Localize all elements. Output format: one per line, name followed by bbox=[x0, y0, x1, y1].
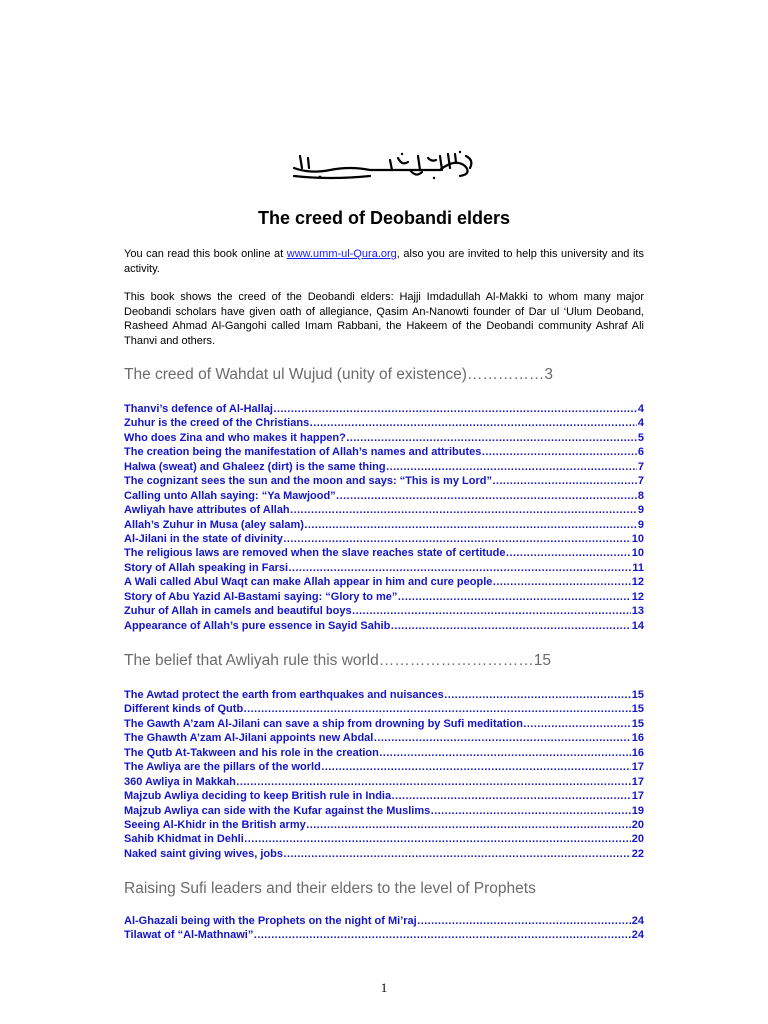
toc-entry[interactable] bbox=[124, 746, 644, 760]
toc-dot-leader bbox=[352, 604, 631, 618]
toc-entry-page: 5 bbox=[637, 431, 644, 444]
toc-entry-page: 9 bbox=[637, 518, 644, 531]
toc-dot-leader bbox=[244, 832, 631, 846]
toc-entry-title: The creation being the manifestation of Allah’s names and attributes bbox=[124, 446, 482, 459]
toc-entry[interactable] bbox=[124, 731, 644, 745]
toc-entry-page: 4 bbox=[637, 417, 644, 430]
toc-dot-leader bbox=[346, 431, 637, 445]
toc-entry[interactable] bbox=[124, 561, 644, 575]
toc-entry-title: Zuhur of Allah in camels and beautiful boys bbox=[124, 605, 352, 618]
toc-entry-title: The Awliya are the pillars of the world bbox=[124, 761, 321, 774]
toc-entry-page: 20 bbox=[631, 818, 644, 831]
toc-dot-leader bbox=[321, 760, 631, 774]
toc-entry-title: Story of Abu Yazid Al-Bastami saying: “Glory to me” bbox=[124, 590, 398, 603]
toc-dot-leader bbox=[505, 546, 630, 560]
toc-entry-page: 15 bbox=[631, 717, 644, 730]
toc-dot-leader bbox=[492, 474, 637, 488]
toc-dot-leader bbox=[386, 460, 637, 474]
toc-dot-leader bbox=[397, 590, 630, 604]
toc-entry-title: Seeing Al-Khidr in the British army bbox=[124, 818, 306, 831]
toc-entry[interactable] bbox=[124, 590, 644, 604]
toc-dot-leader bbox=[290, 503, 637, 517]
toc-entry-page: 11 bbox=[632, 561, 644, 574]
document-title: The creed of Deobandi elders bbox=[257, 208, 511, 228]
toc-entry-title: A Wali called Abul Waqt can make Allah appear in him and cure people bbox=[124, 576, 493, 589]
toc-dot-leader bbox=[283, 532, 631, 546]
toc-dot-leader bbox=[283, 847, 631, 861]
toc-entry[interactable] bbox=[124, 760, 644, 774]
toc-entry-page: 9 bbox=[637, 504, 644, 517]
toc-entry[interactable] bbox=[124, 688, 644, 702]
toc-entry-title: Calling unto Allah saying: “Ya Mawjood” bbox=[124, 489, 336, 502]
toc-entry-title: Halwa (sweat) and Ghaleez (dirt) is the same thing bbox=[124, 460, 386, 473]
toc-entry-title: Who does Zina and who makes it happen? bbox=[124, 431, 346, 444]
toc-entry-page: 17 bbox=[631, 790, 644, 803]
toc-entry-page: 17 bbox=[631, 761, 644, 774]
toc-entry-page: 12 bbox=[631, 576, 644, 589]
toc-entry-title: The cognizant sees the sun and the moon and says: “This is my Lord” bbox=[124, 475, 492, 488]
toc-dot-leader bbox=[373, 731, 630, 745]
intro-paragraph-online bbox=[124, 247, 644, 276]
toc-entry-title: The Ghawth A’zam Al-Jilani appoints new Abdal bbox=[124, 732, 374, 745]
intro-text-before-link: You can read this book online at bbox=[124, 248, 287, 260]
toc-entry-title: Thanvi’s defence of Al-Hallaj bbox=[124, 403, 273, 415]
section-heading-wahdat: The creed of Wahdat ul Wujud (unity of existence)……………3 bbox=[124, 366, 554, 383]
toc-entry-title: Tilawat of “Al-Mathnawi” bbox=[124, 929, 254, 942]
toc-entry[interactable] bbox=[124, 416, 644, 430]
toc-entry[interactable] bbox=[124, 928, 644, 942]
toc-entry-page: 24 bbox=[631, 915, 644, 927]
toc-entry-page: 10 bbox=[631, 547, 644, 560]
toc-entry-title: Sahib Khidmat in Dehli bbox=[124, 833, 244, 846]
toc-entry-title: The Gawth A’zam Al-Jilani can save a ship from drowning by Sufi meditation bbox=[124, 717, 523, 730]
toc-entry[interactable] bbox=[124, 847, 644, 861]
toc-entry[interactable] bbox=[124, 445, 644, 459]
toc-list-awliyah bbox=[124, 688, 644, 861]
toc-entry[interactable] bbox=[124, 431, 644, 445]
toc-entry[interactable] bbox=[124, 474, 644, 488]
toc-entry[interactable] bbox=[124, 518, 644, 532]
toc-dot-leader bbox=[444, 688, 631, 702]
toc-entry[interactable] bbox=[124, 789, 644, 803]
toc-entry-title: The religious laws are removed when the slave reaches state of certitude bbox=[124, 547, 506, 560]
toc-dot-leader bbox=[309, 416, 637, 430]
intro-text-after-link: , also you are invited to help this university and its activity. bbox=[124, 248, 644, 275]
toc-entry[interactable] bbox=[124, 604, 644, 618]
toc-dot-leader bbox=[253, 928, 630, 942]
toc-dot-leader bbox=[523, 717, 631, 731]
intro-paragraph-description: This book shows the creed of the Deobandi elders: Hajji Imdadullah Al-Makki to whom many major Deobandi scholars have given oath of allegiance, Qasim An-Nanowti founder of Dar ul ‘Ulum Deoband, Rasheed Ahmad Al-Gangohi called Imam Rabbani, the Hakeem of the Deobandi community Ashraf Ali Thanvi and others. bbox=[124, 291, 644, 347]
toc-entry-title: Majzub Awliya can side with the Kufar against the Muslims bbox=[124, 804, 431, 817]
toc-entry-title: Al-Ghazali being with the Prophets on the night of Mi’raj bbox=[124, 915, 417, 927]
toc-entry-page: 19 bbox=[631, 804, 644, 817]
toc-dot-leader bbox=[306, 818, 631, 832]
toc-entry[interactable] bbox=[124, 832, 644, 846]
toc-entry-page: 15 bbox=[631, 689, 644, 701]
toc-dot-leader bbox=[391, 789, 631, 803]
toc-entry-page: 20 bbox=[631, 833, 644, 846]
toc-entry-page: 12 bbox=[631, 590, 644, 603]
toc-entry-title: Zuhur is the creed of the Christians bbox=[124, 417, 310, 430]
toc-dot-leader bbox=[417, 914, 631, 928]
toc-entry-page: 14 bbox=[631, 619, 644, 632]
toc-dot-leader bbox=[492, 575, 630, 589]
toc-entry[interactable] bbox=[124, 804, 644, 818]
toc-entry-page: 7 bbox=[637, 460, 644, 473]
toc-entry-page: 7 bbox=[637, 475, 644, 488]
toc-entry-title: Allah’s Zuhur in Musa (aley salam) bbox=[124, 518, 304, 531]
toc-entry[interactable] bbox=[124, 546, 644, 560]
toc-dot-leader bbox=[336, 489, 637, 503]
toc-entry[interactable] bbox=[124, 402, 644, 416]
toc-entry-page: 13 bbox=[631, 605, 644, 618]
toc-entry-title: Appearance of Allah’s pure essence in Sayid Sahib bbox=[124, 619, 391, 632]
toc-entry-title: Majzub Awliya deciding to keep British rule in India bbox=[124, 790, 392, 803]
toc-entry[interactable] bbox=[124, 460, 644, 474]
page-number: 1 bbox=[380, 980, 388, 995]
toc-entry[interactable] bbox=[124, 717, 644, 731]
section-heading-prophets: Raising Sufi leaders and their elders to the level of Prophets bbox=[124, 880, 536, 897]
toc-entry-page: 17 bbox=[631, 775, 644, 788]
toc-entry-page: 22 bbox=[631, 847, 644, 860]
toc-dot-leader bbox=[288, 561, 631, 575]
toc-entry-page: 6 bbox=[637, 446, 644, 459]
toc-entry[interactable] bbox=[124, 619, 644, 633]
toc-entry-title: Story of Allah speaking in Farsi bbox=[124, 561, 289, 574]
toc-entry-page: 15 bbox=[631, 703, 644, 716]
toc-entry-title: Different kinds of Qutb bbox=[124, 703, 244, 716]
toc-entry-title: 360 Awliya in Makkah bbox=[124, 775, 236, 788]
toc-entry[interactable] bbox=[124, 702, 644, 716]
toc-entry[interactable] bbox=[124, 532, 644, 546]
section-heading-awliyah: The belief that Awliyah rule this world…………………………15 bbox=[124, 652, 551, 669]
toc-entry[interactable] bbox=[124, 914, 644, 928]
website-link[interactable]: www.umm-ul-Qura.org bbox=[286, 248, 397, 260]
toc-dot-leader bbox=[243, 702, 631, 716]
toc-dot-leader bbox=[273, 402, 637, 416]
basmala-calligraphy bbox=[290, 148, 480, 182]
toc-list-wahdat bbox=[124, 402, 644, 633]
toc-entry-page: 16 bbox=[631, 732, 644, 745]
toc-entry-title: Awliyah have attributes of Allah bbox=[124, 504, 290, 517]
toc-entry-page: 4 bbox=[637, 403, 644, 415]
toc-entry-page: 24 bbox=[631, 929, 644, 942]
toc-dot-leader bbox=[430, 804, 631, 818]
toc-entry[interactable] bbox=[124, 575, 644, 589]
toc-dot-leader bbox=[236, 775, 631, 789]
toc-entry[interactable] bbox=[124, 489, 644, 503]
toc-entry-title: The Qutb At-Takween and his role in the creation bbox=[124, 746, 379, 759]
toc-dot-leader bbox=[390, 619, 630, 633]
toc-entry[interactable] bbox=[124, 775, 644, 789]
toc-dot-leader bbox=[304, 518, 637, 532]
toc-entry[interactable] bbox=[124, 503, 644, 517]
toc-entry[interactable] bbox=[124, 818, 644, 832]
toc-entry-page: 16 bbox=[631, 746, 644, 759]
toc-entry-title: Al-Jilani in the state of divinity bbox=[124, 532, 283, 545]
toc-dot-leader bbox=[481, 445, 637, 459]
toc-entry-page: 8 bbox=[637, 489, 644, 502]
toc-entry-title: Naked saint giving wives, jobs bbox=[124, 847, 283, 860]
toc-dot-leader bbox=[379, 746, 631, 760]
toc-list-prophets bbox=[124, 914, 644, 943]
toc-entry-page: 10 bbox=[631, 532, 644, 545]
toc-entry-title: The Awtad protect the earth from earthquakes and nuisances bbox=[124, 689, 444, 701]
